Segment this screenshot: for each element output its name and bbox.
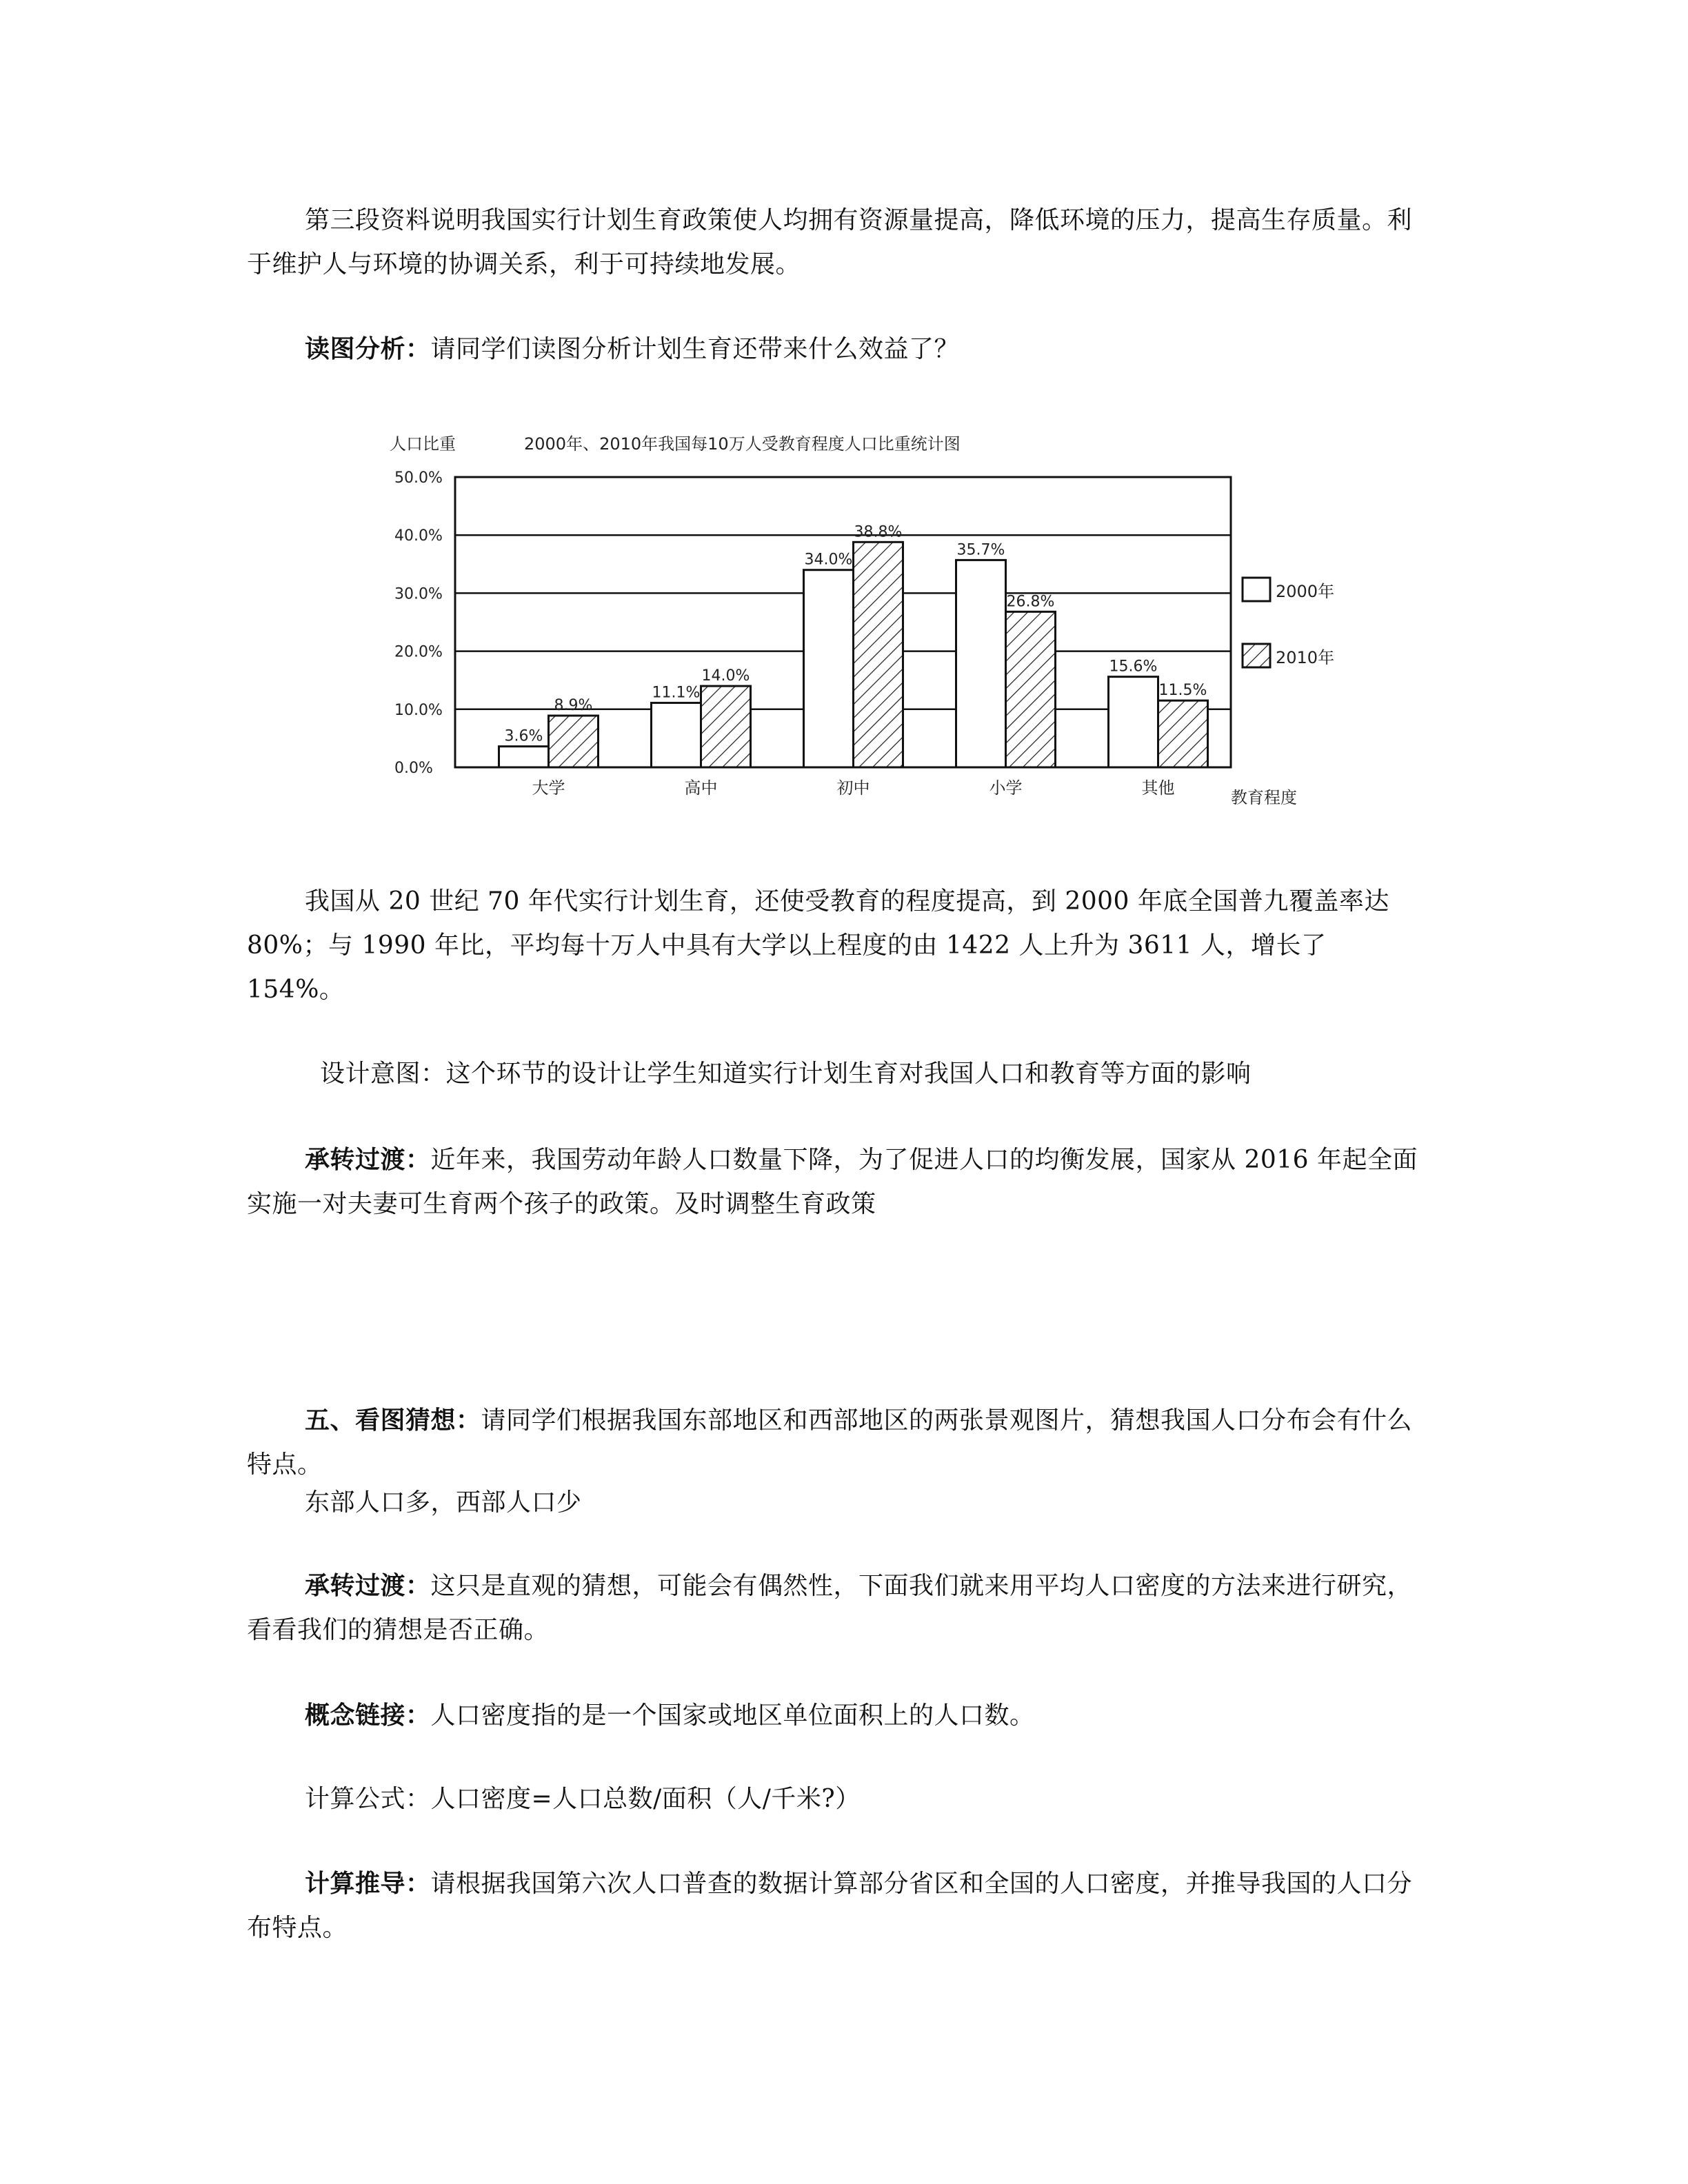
bar-value-label: 26.8%: [1006, 593, 1055, 611]
bar-2010: [1158, 700, 1208, 767]
paragraph-text: 计算公式：人口密度=人口总数/面积（人/千米?）: [305, 1785, 861, 1813]
bar-value-label: 38.8%: [854, 523, 903, 541]
education-bar-chart: [372, 421, 1352, 820]
bar-2000: [956, 560, 1006, 767]
bar-value-label: 11.1%: [652, 684, 701, 702]
paragraph-label: 承转过渡：: [305, 1571, 431, 1600]
bar-value-label: 8.9%: [554, 697, 593, 715]
bar-2000: [499, 747, 549, 767]
paragraph-text: 近年来，我国劳动年龄人口数量下降，为了促进人口的均衡发展，国家从 2016 年起全面实施一对夫妻可生育两个孩子的政策。及时调整生育政策: [247, 1146, 1418, 1218]
chart-svg: [372, 421, 1352, 820]
paragraph-design-intent: [320, 1052, 1499, 1096]
paragraph-text: 请同学们根据我国东部地区和西部地区的两张景观图片，猜想我国人口分布会有什么特点。: [247, 1406, 1413, 1479]
paragraph-text: 我国从 20 世纪 70 年代实行计划生育，还使受教育的程度提高，到 2000 年底全国普九覆盖率达 80%；与 1990 年比，平均每十万人中具有大学以上程度的由 1422 人上升为 3611 人，增长了 154%。: [247, 887, 1389, 1004]
bar-value-label: 34.0%: [804, 551, 853, 569]
x-tick-label: 大学: [532, 778, 565, 798]
chart-xlabel: 教育程度: [1231, 788, 1297, 807]
paragraph-text: 请同学们读图分析计划生育还带来什么效益了？: [430, 335, 960, 363]
paragraph-guess: [247, 1398, 1426, 1487]
paragraph-resources: [247, 199, 1426, 287]
y-tick-label: 40.0%: [394, 527, 443, 545]
bar-value-label: 11.5%: [1158, 682, 1207, 700]
paragraph-read-chart: [247, 327, 1426, 372]
chart-title: 2000年、2010年我国每10万人受教育程度人口比重统计图: [524, 434, 961, 454]
bar-2000: [1109, 677, 1158, 767]
y-tick-label: 0.0%: [394, 760, 433, 777]
x-tick-label: 其他: [1141, 778, 1175, 798]
bar-value-label: 35.7%: [956, 541, 1005, 559]
paragraph-label: 五、看图猜想：: [305, 1406, 481, 1435]
bar-value-label: 3.6%: [504, 727, 543, 745]
y-tick-label: 50.0%: [394, 469, 443, 487]
paragraph-derivation: [247, 1861, 1426, 1950]
bar-value-label: 15.6%: [1109, 658, 1158, 676]
bar-value-label: 14.0%: [701, 667, 750, 685]
bar-2010: [701, 686, 751, 767]
paragraph-label: 承转过渡：: [305, 1145, 431, 1174]
x-tick-label: 初中: [836, 778, 870, 798]
y-tick-label: 20.0%: [394, 643, 443, 661]
chart-ylabel: 人口比重: [390, 434, 456, 454]
legend-swatch-2000: [1243, 578, 1270, 601]
paragraph-text: 人口密度指的是一个国家或地区单位面积上的人口数。: [430, 1701, 1035, 1730]
bar-2000: [804, 570, 854, 767]
legend-label: 2000年: [1276, 582, 1335, 601]
paragraph-text: 东部人口多，西部人口少: [305, 1488, 582, 1517]
bar-2010: [854, 542, 903, 767]
paragraph-education: [247, 880, 1426, 1012]
y-tick-label: 30.0%: [394, 585, 443, 603]
paragraph-text: 请根据我国第六次人口普查的数据计算部分省区和全国的人口密度，并推导我国的人口分布特点。: [247, 1870, 1413, 1942]
paragraph-transition-2: [247, 1564, 1426, 1652]
bar-2000: [652, 703, 701, 767]
legend-label: 2010年: [1276, 648, 1335, 667]
bar-2010: [549, 716, 599, 767]
paragraph-concept: [247, 1693, 1426, 1738]
paragraph-text: 设计意图：这个环节的设计让学生知道实行计划生育对我国人口和教育等方面的影响: [320, 1060, 1252, 1088]
paragraph-label: 概念链接：: [305, 1701, 431, 1730]
paragraph-label: 读图分析：: [305, 334, 431, 363]
bar-2010: [1006, 611, 1056, 767]
x-tick-label: 高中: [684, 778, 718, 798]
x-tick-label: 小学: [989, 778, 1023, 798]
paragraph-formula: [247, 1777, 1426, 1821]
y-tick-label: 10.0%: [394, 701, 443, 719]
paragraph-text: 这只是直观的猜想，可能会有偶然性，下面我们就来用平均人口密度的方法来进行研究，看看我们的猜想是否正确。: [247, 1572, 1413, 1644]
paragraph-transition-1: [247, 1138, 1426, 1226]
paragraph-label: 计算推导：: [305, 1869, 431, 1898]
legend-swatch-2010: [1243, 644, 1270, 667]
paragraph-text: 第三段资料说明我国实行计划生育政策使人均拥有资源量提高，降低环境的压力，提高生存质量。利于维护人与环境的协调关系，利于可持续地发展。: [247, 206, 1413, 279]
paragraph-answer: [247, 1481, 1426, 1525]
